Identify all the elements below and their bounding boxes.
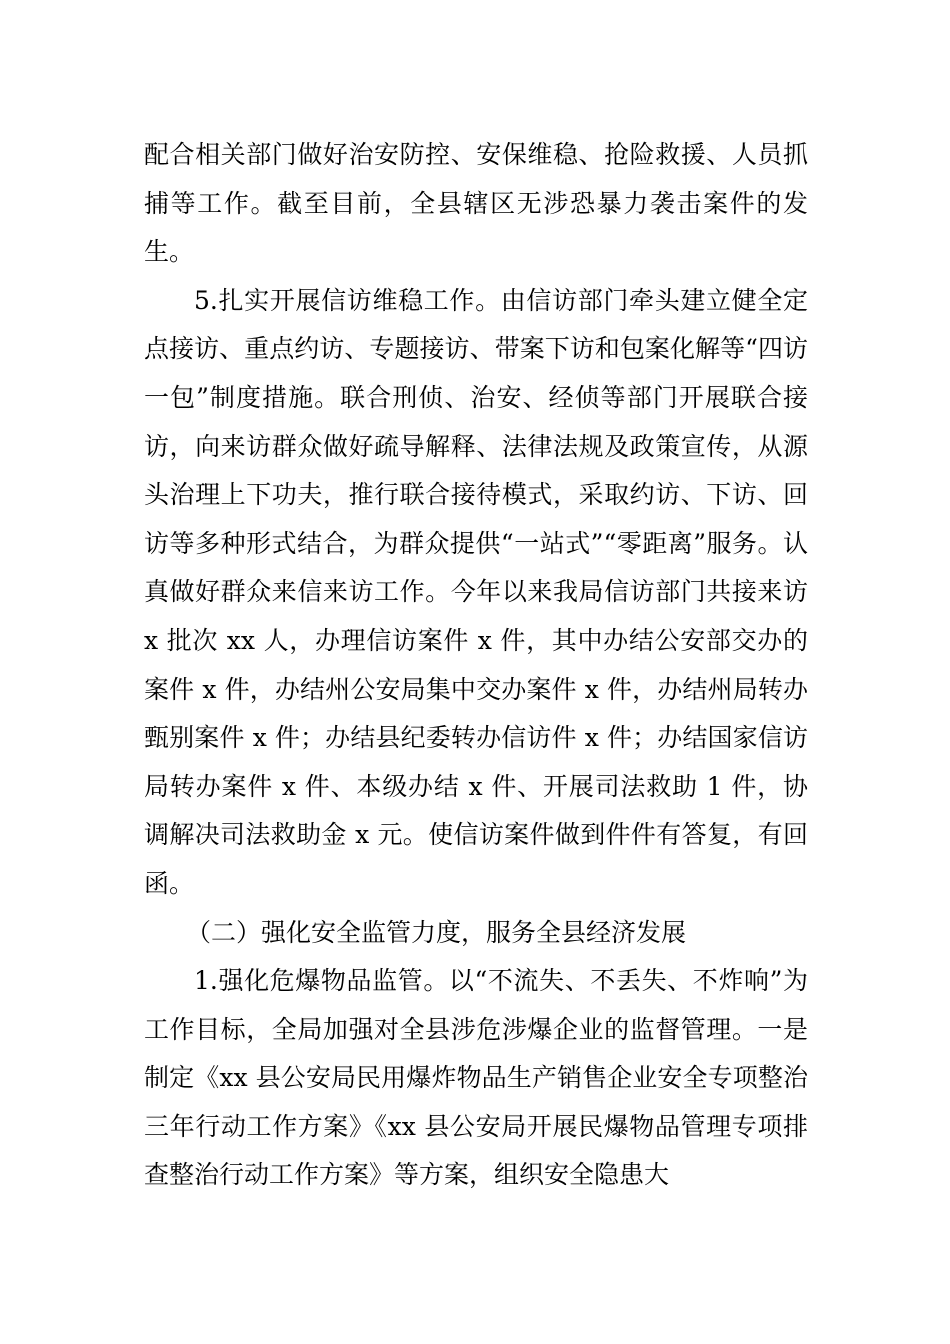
section-heading-safety-supervision: （二）强化安全监管力度，服务全县经济发展 [186,917,687,947]
paragraph-hazardous-materials: 1.强化危爆物品监管。以“不流失、不丢失、不炸响”为工作目标，全局加强对全县涉危涉爆企业的监督管理。一是制定《xx 县公安局民用爆炸物品生产销售企业安全专项整治三年行动工作方案》《xx 县公安局开展民爆物品管理专项排查整治行动工作方案》等方案，组织安全隐患大 [144,966,808,1190]
paragraph-petition-work: 5.扎实开展信访维稳工作。由信访部门牵头建立健全定点接访、重点约访、专题接访、带案下访和包案化解等“四访一包”制度措施。联合刑侦、治安、经侦等部门开展联合接访，向来访群众做好疏导解释、法律法规及政策宣传，从源头治理上下功夫，推行联合接待模式，采取约访、下访、回访等多种形式结合，为群众提供“一站式”“零距离”服务。认真做好群众来信来访工作。今年以来我局信访部门共接来访 x 批次 xx 人，办理信访案件 x 件，其中办结公安部交办的案件 x 件，办结州公安局集中交办案件 x 件，办结州局转办甄别案件 x 件；办结县纪委转办信访件 x 件；办结国家信访局转办案件 x 件、本级办结 x 件、开展司法救助 1 件，协调解决司法救助金 x 元。使信访案件做到件件有答复，有回函。 [144,285,808,898]
document-body [144,131,808,1200]
paragraph-security-cooperation: 配合相关部门做好治安防控、安保维稳、抢险救援、人员抓捕等工作。截至目前，全县辖区无涉恐暴力袭击案件的发生。 [144,140,808,267]
